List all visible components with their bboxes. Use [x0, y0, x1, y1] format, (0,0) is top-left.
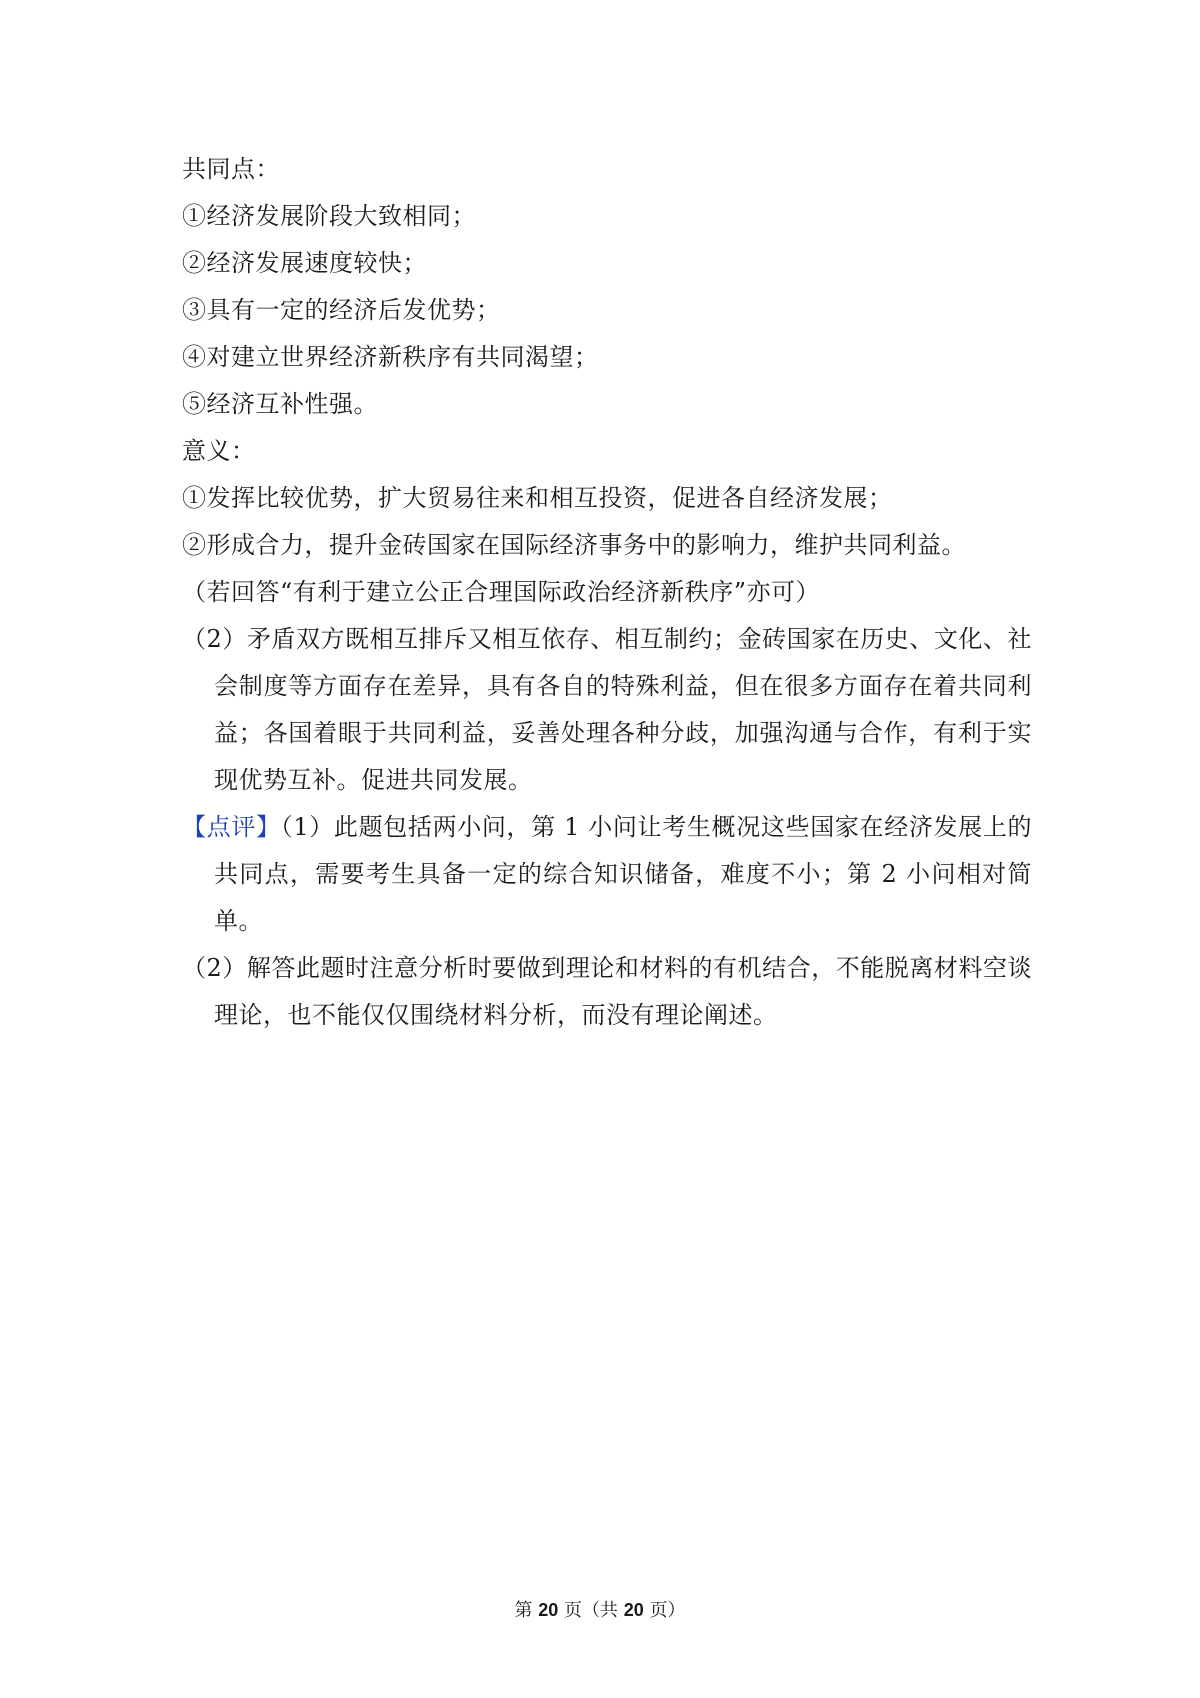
review-1-first-line	[182, 804, 1032, 851]
common-item: ⑤经济互补性强。	[182, 390, 378, 418]
review-2-line: 理论，也不能仅仅围绕材料分析，而没有理论阐述。	[214, 1001, 778, 1029]
answer-2-line: （2）矛盾双方既相互排斥又相互依存、相互制约；金砖国家在历史、文化、社	[182, 625, 1032, 653]
review-part-1	[182, 804, 1032, 945]
review-2-line: （2）解答此题时注意分析时要做到理论和材料的有机结合，不能脱离材料空谈	[182, 954, 1032, 982]
review-1-line: 共同点，需要考生具备一定的综合知识储备，难度不小；第 2 小问相对简	[214, 860, 1032, 888]
answer-part-2	[182, 616, 1032, 804]
footer-prefix: 第	[514, 1600, 539, 1621]
common-item: ②经济发展速度较快；	[182, 249, 427, 277]
meaning-item: ②形成合力，提升金砖国家在国际经济事务中的影响力，维护共同利益。	[182, 531, 966, 559]
review-1-text: （1）此题包括两小问，第 1 小问让考生概况这些国家在经济发展上的	[280, 813, 1033, 841]
page-footer	[0, 1596, 1200, 1622]
answer-2-line: 益；各国着眼于共同利益，妥善处理各种分歧，加强沟通与合作，有利于实	[214, 719, 1032, 747]
footer-middle: 页（共	[558, 1600, 624, 1621]
review-tag: 【点评】	[182, 813, 281, 841]
meaning-item: ①发挥比较优势，扩大贸易往来和相互投资，促进各自经济发展；	[182, 484, 893, 512]
common-item: ③具有一定的经济后发优势；	[182, 296, 501, 324]
common-item: ④对建立世界经济新秩序有共同渴望；	[182, 343, 599, 371]
footer-suffix: 页）	[643, 1600, 686, 1621]
meaning-heading: 意义：	[182, 437, 256, 465]
review-part-2	[182, 945, 1032, 1039]
footer-page-number: 20	[538, 1600, 559, 1620]
answer-2-line: 现优势互补。促进共同发展。	[214, 766, 533, 794]
review-1-line: 单。	[214, 907, 263, 935]
common-heading: 共同点：	[182, 155, 280, 183]
common-item: ①经济发展阶段大致相同；	[182, 202, 476, 230]
document-body	[182, 146, 1032, 1039]
answer-note: （若回答“有利于建立公正合理国际政治经济新秩序”亦可）	[182, 578, 821, 606]
footer-total-pages: 20	[623, 1600, 644, 1620]
answer-2-line: 会制度等方面存在差异，具有各自的特殊利益，但在很多方面存在着共同利	[214, 672, 1032, 700]
